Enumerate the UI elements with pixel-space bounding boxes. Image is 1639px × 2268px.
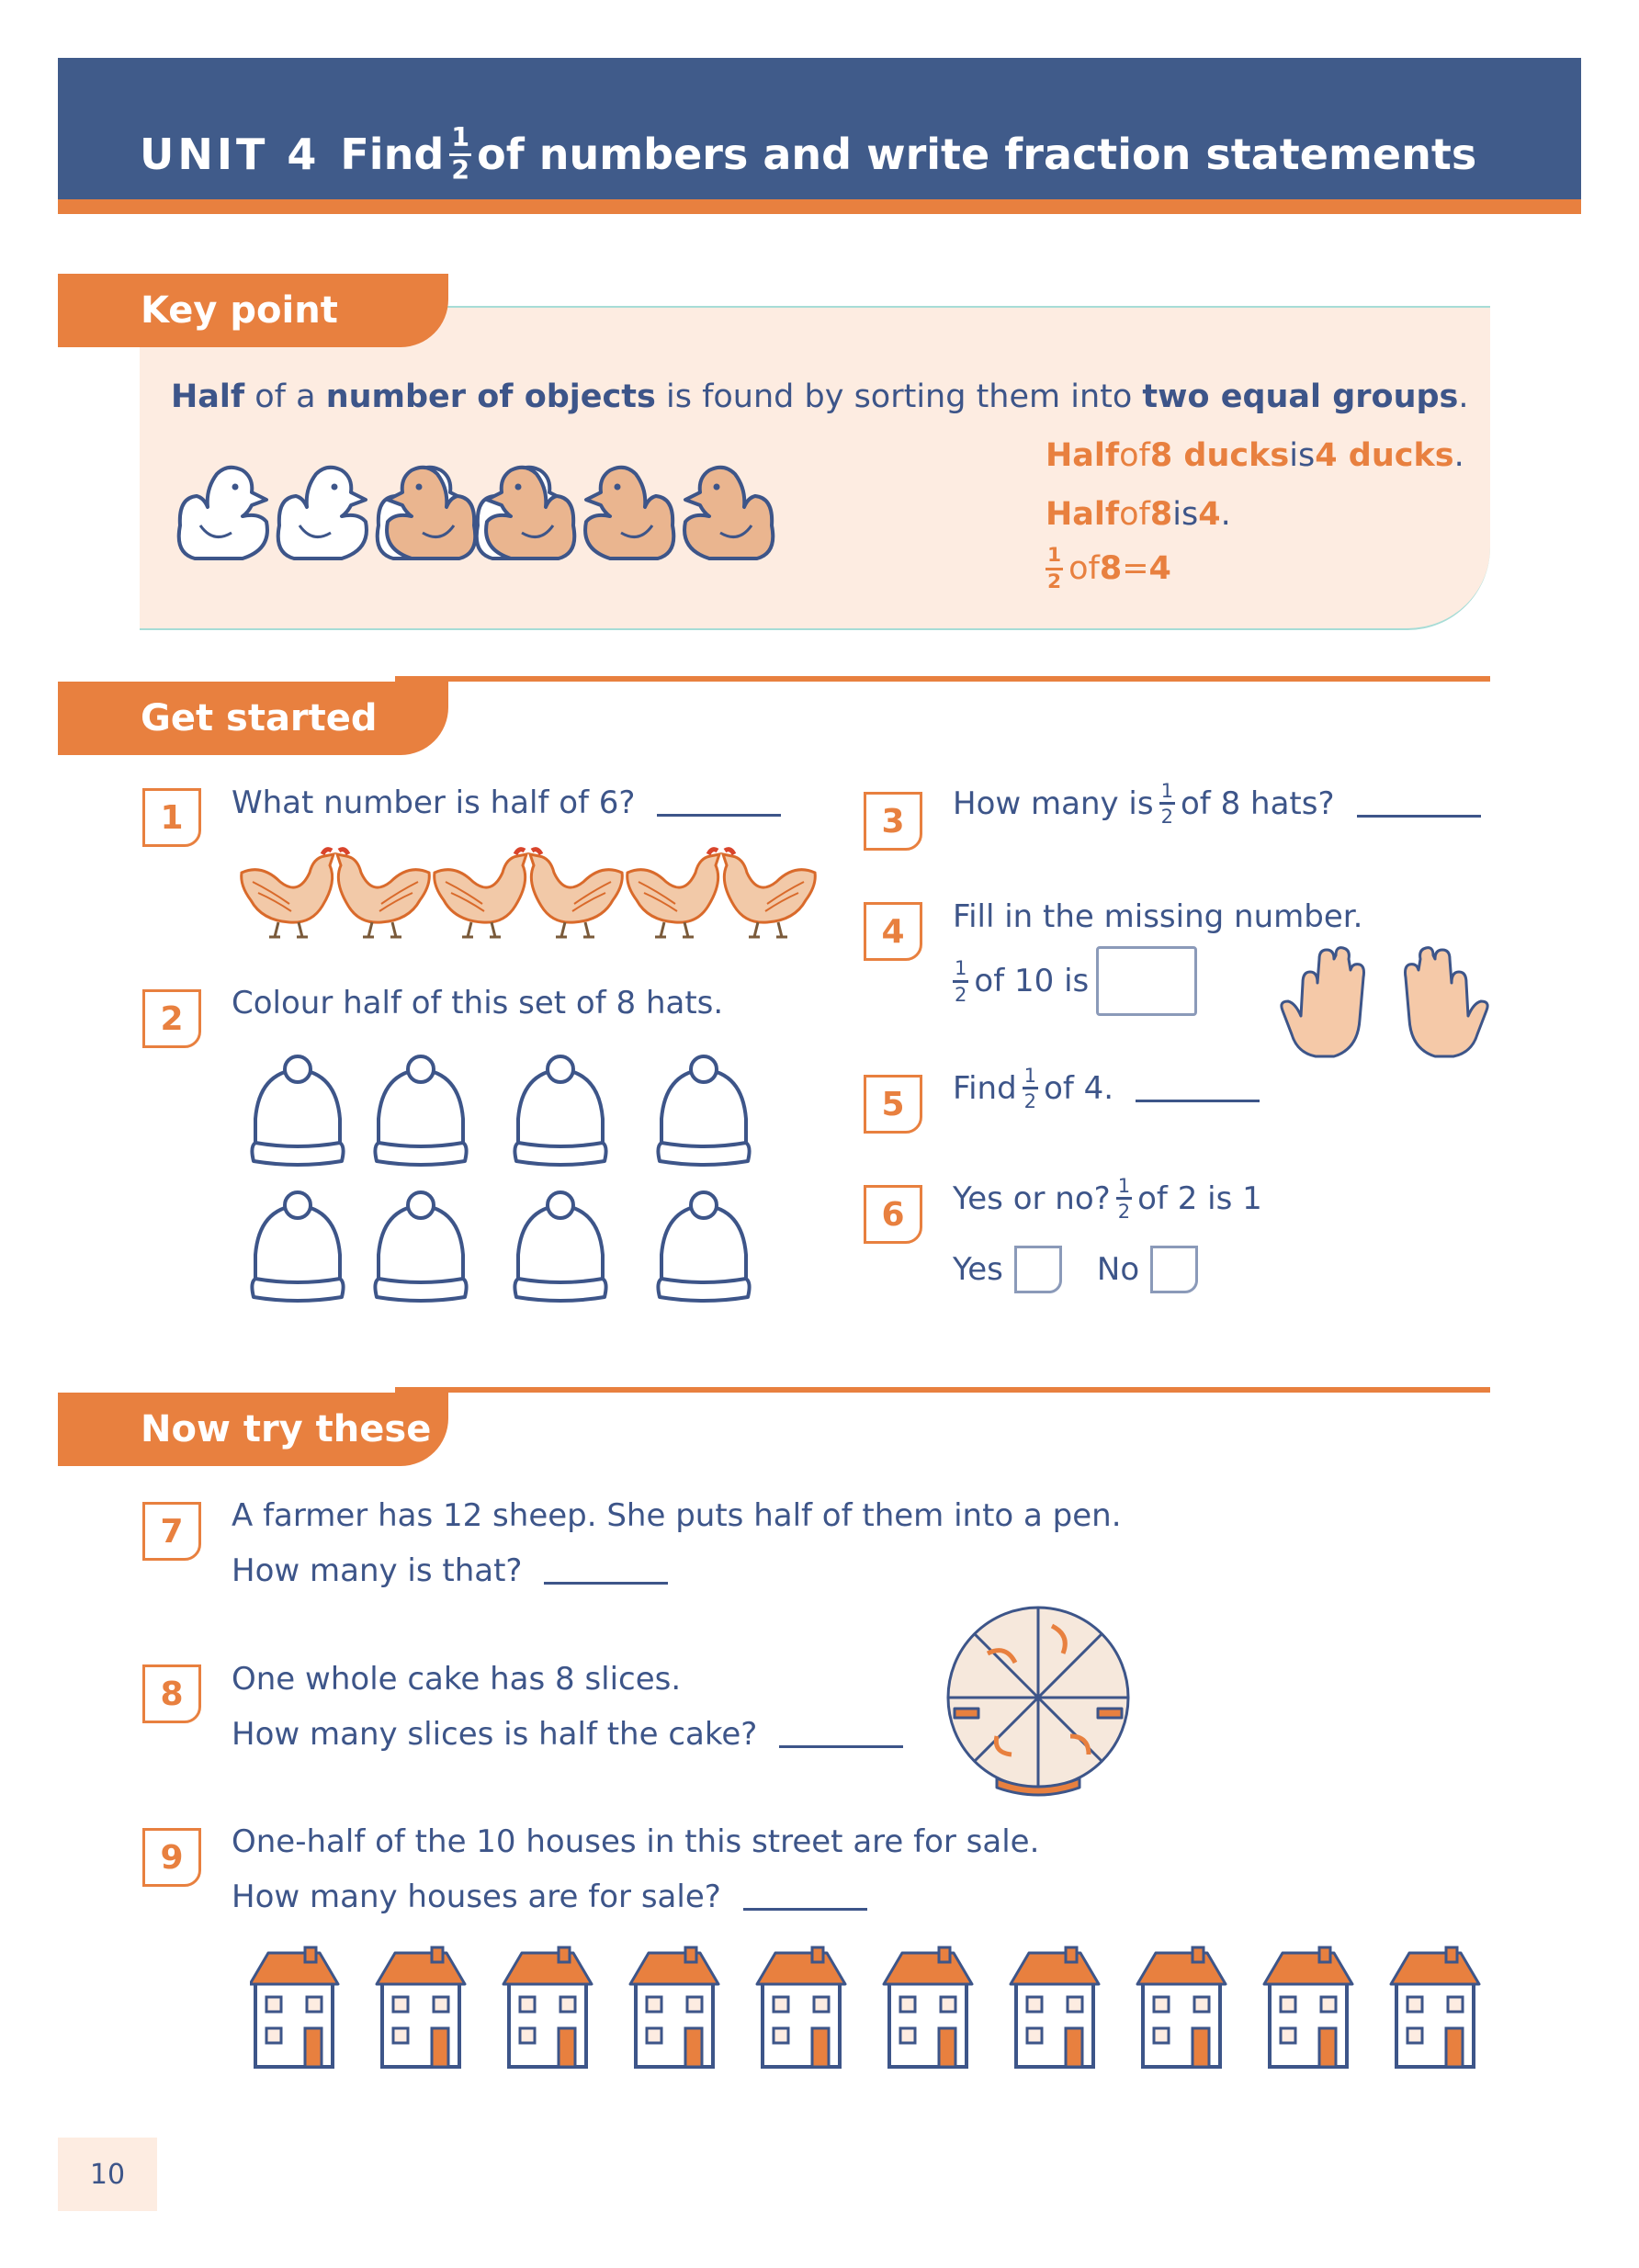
house-icon: [250, 1947, 338, 2067]
page-title: [140, 118, 1476, 191]
question-number-1: 1: [142, 788, 201, 847]
answer-box-4[interactable]: [1096, 946, 1197, 1016]
question-number-5: 5: [864, 1075, 922, 1134]
title-rest: of numbers and write fraction statements: [477, 130, 1477, 179]
question-7-line-1: A farmer has 12 sheep. She puts half of them into a pen.: [232, 1497, 1122, 1534]
question-number-7: 7: [142, 1502, 201, 1561]
no-label: No: [1096, 1251, 1140, 1288]
hat-icon[interactable]: [375, 1192, 466, 1301]
house-icon: [1137, 1947, 1226, 2067]
question-8-line-1: One whole cake has 8 slices.: [232, 1661, 682, 1698]
question-8-line-2: How many slices is half the cake?: [232, 1716, 903, 1753]
answer-blank-7[interactable]: [544, 1557, 668, 1585]
house-icon: [757, 1947, 845, 2067]
question-6-options: [953, 1246, 1198, 1293]
hat-icon[interactable]: [658, 1056, 749, 1165]
now-try-heading: Now try these: [58, 1393, 448, 1466]
house-icon: [630, 1947, 718, 2067]
hat-icon[interactable]: [514, 1192, 605, 1301]
house-icon: [884, 1947, 972, 2067]
hands-illustration: [1260, 944, 1509, 1064]
now-try-rule: [395, 1387, 1490, 1393]
answer-blank-8[interactable]: [779, 1721, 903, 1748]
question-4: $\frac{1}{2}$ of 10 is: [953, 946, 1197, 1016]
duck-icon: [278, 468, 367, 559]
hat-icon[interactable]: [514, 1056, 605, 1165]
hen-icon: [242, 850, 333, 937]
hat-icon[interactable]: [375, 1056, 466, 1165]
question-7-line-2: How many is that?: [232, 1552, 668, 1589]
cake-illustration: [942, 1598, 1135, 1797]
house-icon: [1011, 1947, 1099, 2067]
key-line-3: $\frac{1}{2}$ of 8 = 4: [1047, 544, 1171, 593]
no-checkbox[interactable]: [1150, 1246, 1198, 1293]
house-icon: [1391, 1947, 1479, 2067]
answer-blank-1[interactable]: [657, 789, 781, 817]
house-icon: [1264, 1947, 1352, 2067]
unit-label: UNIT 4: [140, 130, 321, 179]
title-fraction: $\frac{1}{2}$: [451, 121, 470, 186]
ducks-illustration: [171, 461, 998, 571]
yes-checkbox[interactable]: [1014, 1246, 1062, 1293]
answer-blank-9[interactable]: [743, 1883, 867, 1911]
question-6: Yes or no? $\frac{1}{2}$ of 2 is 1: [953, 1174, 1262, 1224]
get-started-heading: Get started: [58, 682, 448, 755]
question-number-6: 6: [864, 1185, 922, 1244]
get-started-rule: [395, 676, 1490, 682]
hen-icon: [435, 850, 526, 937]
hens-illustration: [234, 845, 822, 946]
house-icon: [377, 1947, 465, 2067]
question-number-2: 2: [142, 989, 201, 1048]
question-number-4: 4: [864, 902, 922, 961]
answer-blank-3[interactable]: [1357, 790, 1481, 818]
question-4-prompt: Fill in the missing number.: [953, 898, 1363, 935]
question-9-line-2: How many houses are for sale?: [232, 1879, 867, 1915]
hen-icon: [530, 850, 622, 937]
hen-icon: [723, 850, 815, 937]
question-2: Colour half of this set of 8 hats.: [232, 985, 724, 1021]
hen-icon: [337, 850, 429, 937]
hat-icon[interactable]: [252, 1056, 343, 1165]
hat-icon[interactable]: [658, 1192, 749, 1301]
duck-icon: [179, 468, 267, 559]
house-icon: [503, 1947, 592, 2067]
question-number-3: 3: [864, 792, 922, 851]
key-line-1: Half of 8 ducks is 4 ducks .: [1046, 437, 1464, 474]
question-9-line-1: One-half of the 10 houses in this street are for sale.: [232, 1823, 1040, 1860]
banner-stripe: [58, 199, 1581, 214]
title-find: Find: [340, 130, 445, 179]
cake-icon: [948, 1608, 1128, 1795]
key-line-2: Half of 8 is 4 .: [1046, 496, 1231, 533]
question-5: Find $\frac{1}{2}$ of 4.: [953, 1066, 1260, 1111]
key-point-sentence: Half of a number of objects is found by sorting them into two equal groups.: [171, 378, 1469, 415]
yes-label: Yes: [953, 1251, 1003, 1288]
hats-illustration[interactable]: [246, 1055, 761, 1312]
question-number-9: 9: [142, 1828, 201, 1887]
hat-icon[interactable]: [252, 1192, 343, 1301]
question-1: What number is half of 6?: [232, 784, 781, 821]
houses-illustration: [250, 1946, 1490, 2071]
answer-blank-5[interactable]: [1136, 1075, 1260, 1102]
hand-icon: [1282, 948, 1364, 1056]
page-number: 10: [58, 2138, 157, 2211]
question-number-8: 8: [142, 1664, 201, 1723]
key-point-heading: Key point: [58, 274, 448, 347]
hand-icon: [1406, 948, 1488, 1056]
question-3: How many is $\frac{1}{2}$ of 8 hats?: [953, 781, 1481, 826]
hen-icon: [627, 850, 719, 937]
